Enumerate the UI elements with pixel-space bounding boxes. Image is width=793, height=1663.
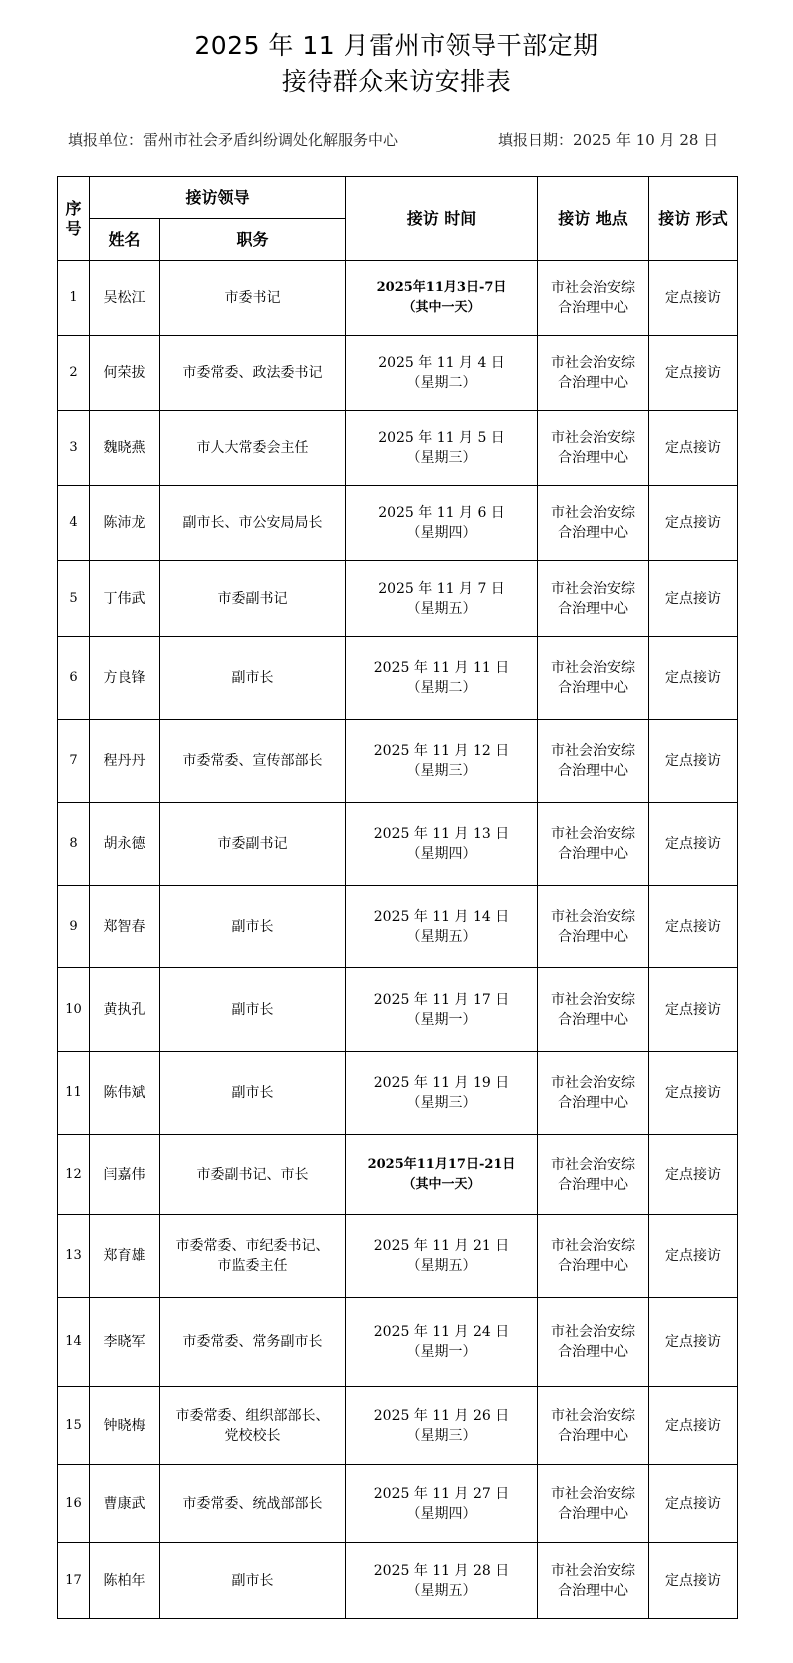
visit-weekday: （星期三） [406,450,477,466]
row-name: 何荣拔 [90,336,160,411]
row-place [538,803,649,886]
row-seq: 11 [58,1052,90,1135]
visit-date: 2025 年 11 月 27 日 [373,1485,510,1502]
position-line: 副市长 [231,1572,274,1589]
place-line: 市社会治安综 [551,908,636,925]
place-line: 市社会治安综 [551,743,636,759]
row-position [160,336,346,411]
header-seq-top: 序 [65,198,82,218]
visit-weekday: （星期三） [406,763,477,779]
position-line: 副市长 [231,1001,274,1018]
position-line: 市委常委、统战部部长 [182,1495,323,1512]
place-line: 合治理中心 [558,1095,629,1111]
page-title-line1: 2025 年 11 月雷州市领导干部定期 [194,31,599,60]
row-name: 程丹丹 [90,720,160,803]
visit-weekday: （星期二） [406,680,477,696]
row-form: 定点接访 [649,1052,738,1135]
position-line: 市委副书记 [217,836,288,852]
row-seq: 1 [58,261,90,336]
place-line: 市社会治安综 [551,580,636,597]
place-line: 市社会治安综 [551,505,636,521]
visit-date: 2025 年 11 月 19 日 [373,1075,510,1091]
visit-weekday: （星期一） [406,1344,477,1360]
visit-date: 2025 年 11 月 7 日 [378,580,505,597]
place-line: 市社会治安综 [551,1562,636,1579]
header-name: 姓名 [90,219,160,261]
header-place-top: 接访 [558,208,591,228]
position-line: 市委常委、组织部部长、 [175,1407,330,1424]
row-form: 定点接访 [649,1465,738,1543]
visit-weekday: （星期四） [406,525,477,541]
schedule-table [57,176,738,1619]
place-line: 合治理中心 [558,450,629,466]
row-time [346,1387,538,1465]
table-row [58,1052,738,1135]
place-line: 市社会治安综 [551,280,636,296]
row-time [346,803,538,886]
place-line: 市社会治安综 [551,991,636,1008]
row-form: 定点接访 [649,968,738,1052]
table-row [58,803,738,886]
place-line: 市社会治安综 [551,1407,636,1424]
row-form: 定点接访 [649,1543,738,1619]
page-title-line2: 接待群众来访安排表 [281,67,512,96]
visit-date: 2025 年 11 月 4 日 [378,355,505,371]
place-line: 合治理中心 [558,1258,629,1274]
place-line: 合治理中心 [558,1427,629,1444]
place-line: 市社会治安综 [551,1238,636,1254]
table-row [58,968,738,1052]
row-time [346,1465,538,1543]
table-row [58,1543,738,1619]
row-name: 陈柏年 [90,1543,160,1619]
visit-date: 2025 年 11 月 11 日 [373,660,510,676]
row-place [538,561,649,637]
row-form: 定点接访 [649,336,738,411]
place-line: 市社会治安综 [551,1324,636,1340]
row-position [160,1387,346,1465]
row-position [160,886,346,968]
row-time [346,486,538,561]
place-line: 合治理中心 [558,928,629,945]
visit-date: 2025 年 11 月 28 日 [373,1562,510,1579]
place-line: 市社会治安综 [551,1485,636,1502]
visit-date: 2025 年 11 月 14 日 [373,908,510,925]
row-seq: 17 [58,1543,90,1619]
row-time [346,1543,538,1619]
visit-weekday: （星期二） [406,375,477,391]
place-line: 合治理中心 [558,846,629,862]
place-line: 合治理中心 [558,375,629,391]
row-place [538,1387,649,1465]
place-line: 市社会治安综 [551,826,636,842]
row-seq: 12 [58,1135,90,1215]
row-form: 定点接访 [649,411,738,486]
row-place [538,1465,649,1543]
position-line: 副市长 [231,918,274,935]
row-place [538,336,649,411]
visit-weekday: （星期三） [406,1095,477,1111]
place-line: 合治理中心 [558,680,629,696]
row-seq: 2 [58,336,90,411]
row-position [160,803,346,886]
table-row [58,637,738,720]
row-time [346,637,538,720]
reporting-unit: 填报单位：雷州市社会矛盾纠纷调处化解服务中心 [68,131,399,149]
row-form: 定点接访 [649,261,738,336]
row-seq: 14 [58,1298,90,1387]
row-time [346,261,538,336]
row-position [160,968,346,1052]
row-time [346,886,538,968]
place-line: 合治理中心 [558,1176,629,1193]
row-form: 定点接访 [649,720,738,803]
row-name: 吴松江 [90,261,160,336]
row-place [538,1135,649,1215]
row-place [538,968,649,1052]
position-line: 市委常委、市纪委书记、 [175,1238,330,1254]
row-seq: 9 [58,886,90,968]
table-row [58,1387,738,1465]
row-place [538,1543,649,1619]
row-time [346,1298,538,1387]
visit-weekday: （星期五） [406,928,477,945]
visit-date: 2025 年 11 月 5 日 [378,430,505,446]
row-seq: 8 [58,803,90,886]
position-line: 市监委主任 [217,1258,288,1274]
place-line: 合治理中心 [558,1011,629,1028]
row-place [538,261,649,336]
header-place-bottom: 地点 [595,208,628,228]
row-place [538,486,649,561]
row-name: 魏晓燕 [90,411,160,486]
header-place [538,177,649,261]
position-line: 市委常委、政法委书记 [182,365,323,381]
schedule-rows [58,261,738,1619]
row-form: 定点接访 [649,1298,738,1387]
table-row [58,1215,738,1298]
header-time [346,177,538,261]
visit-date: 2025 年 11 月 24 日 [373,1324,510,1340]
row-form: 定点接访 [649,486,738,561]
visit-date: 2025 年 11 月 21 日 [373,1238,510,1254]
row-name: 陈伟斌 [90,1052,160,1135]
row-form: 定点接访 [649,1215,738,1298]
row-time [346,968,538,1052]
header-leader-group: 接访领导 [90,177,346,219]
position-line: 市人大常委会主任 [196,440,309,456]
header-time-top: 接访 [406,208,439,228]
visit-date: 2025 年 11 月 13 日 [373,826,510,842]
row-form: 定点接访 [649,886,738,968]
row-place [538,411,649,486]
row-place [538,886,649,968]
table-row [58,261,738,336]
row-position [160,561,346,637]
place-line: 市社会治安综 [551,430,636,446]
position-line: 副市长 [231,670,274,686]
place-line: 合治理中心 [558,1344,629,1360]
place-line: 市社会治安综 [551,355,636,371]
position-line: 市委书记 [224,290,281,306]
row-name: 李晓军 [90,1298,160,1387]
visit-weekday: （星期五） [406,1582,477,1599]
row-position [160,261,346,336]
row-time [346,1135,538,1215]
row-position [160,1052,346,1135]
row-form: 定点接访 [649,1135,738,1215]
row-position [160,1465,346,1543]
row-name: 丁伟武 [90,561,160,637]
row-form: 定点接访 [649,637,738,720]
row-seq: 15 [58,1387,90,1465]
visit-date: 2025年11月3日-7日 [376,280,507,295]
row-name: 陈沛龙 [90,486,160,561]
place-line: 合治理中心 [558,600,629,617]
row-name: 黄执孔 [90,968,160,1052]
visit-weekday: （星期五） [406,1258,477,1274]
header-form-top: 接访 [658,208,691,228]
row-place [538,1298,649,1387]
table-row [58,886,738,968]
place-line: 市社会治安综 [551,1075,636,1091]
position-line: 市委副书记、市长 [196,1166,309,1183]
row-time [346,336,538,411]
position-line: 副市长 [231,1085,274,1101]
visit-weekday: （星期四） [406,846,477,862]
row-seq: 10 [58,968,90,1052]
row-time [346,561,538,637]
position-line: 副市长、市公安局局长 [182,515,323,531]
row-name: 胡永德 [90,803,160,886]
row-time [346,720,538,803]
position-line: 党校校长 [224,1427,281,1444]
row-place [538,637,649,720]
position-line: 市委副书记 [217,590,288,607]
visit-date: 2025 年 11 月 12 日 [373,743,510,759]
header-time-bottom: 时间 [444,208,477,228]
header-row-1 [58,177,738,219]
row-form: 定点接访 [649,1387,738,1465]
place-line: 合治理中心 [558,300,629,316]
row-seq: 7 [58,720,90,803]
row-seq: 3 [58,411,90,486]
reporting-date: 填报日期：2025 年 10 月 28 日 [498,131,719,149]
header-form-bottom: 形式 [695,208,728,228]
row-name: 郑育雄 [90,1215,160,1298]
row-name: 郑智春 [90,886,160,968]
row-time [346,1052,538,1135]
row-name: 方良锋 [90,637,160,720]
place-line: 合治理中心 [558,1582,629,1599]
row-name: 闫嘉伟 [90,1135,160,1215]
header-seq-bottom: 号 [65,218,82,238]
visit-weekday: （其中一天） [402,300,481,315]
table-row [58,336,738,411]
row-position [160,1298,346,1387]
place-line: 合治理中心 [558,763,629,779]
header-seq [58,177,90,261]
row-name: 钟晓梅 [90,1387,160,1465]
row-position [160,1543,346,1619]
row-form: 定点接访 [649,561,738,637]
row-place [538,1052,649,1135]
row-time [346,1215,538,1298]
row-place [538,1215,649,1298]
visit-date: 2025 年 11 月 6 日 [378,505,505,521]
visit-date: 2025 年 11 月 17 日 [373,991,510,1008]
row-form: 定点接访 [649,803,738,886]
table-row [58,720,738,803]
header-position: 职务 [160,219,346,261]
header-form [649,177,738,261]
row-position [160,720,346,803]
position-line: 市委常委、常务副市长 [182,1334,323,1350]
row-position [160,1215,346,1298]
place-line: 市社会治安综 [551,660,636,676]
row-place [538,720,649,803]
row-seq: 6 [58,637,90,720]
row-position [160,1135,346,1215]
row-position [160,637,346,720]
row-seq: 4 [58,486,90,561]
row-name: 曹康武 [90,1465,160,1543]
visit-weekday: （星期五） [406,600,477,617]
visit-weekday: （星期三） [406,1427,477,1444]
row-seq: 16 [58,1465,90,1543]
place-line: 合治理中心 [558,525,629,541]
row-position [160,411,346,486]
place-line: 市社会治安综 [551,1156,636,1173]
table-row [58,486,738,561]
visit-date: 2025 年 11 月 26 日 [373,1407,510,1424]
table-row [58,1135,738,1215]
table-row [58,1465,738,1543]
visit-weekday: （星期一） [406,1011,477,1028]
row-time [346,411,538,486]
table-row [58,411,738,486]
row-seq: 13 [58,1215,90,1298]
table-row [58,1298,738,1387]
row-position [160,486,346,561]
row-seq: 5 [58,561,90,637]
visit-weekday: （星期四） [406,1505,477,1522]
position-line: 市委常委、宣传部部长 [182,753,323,769]
place-line: 合治理中心 [558,1505,629,1522]
visit-date: 2025年11月17日-21日 [367,1156,516,1172]
table-row [58,561,738,637]
visit-weekday: （其中一天） [402,1176,481,1192]
